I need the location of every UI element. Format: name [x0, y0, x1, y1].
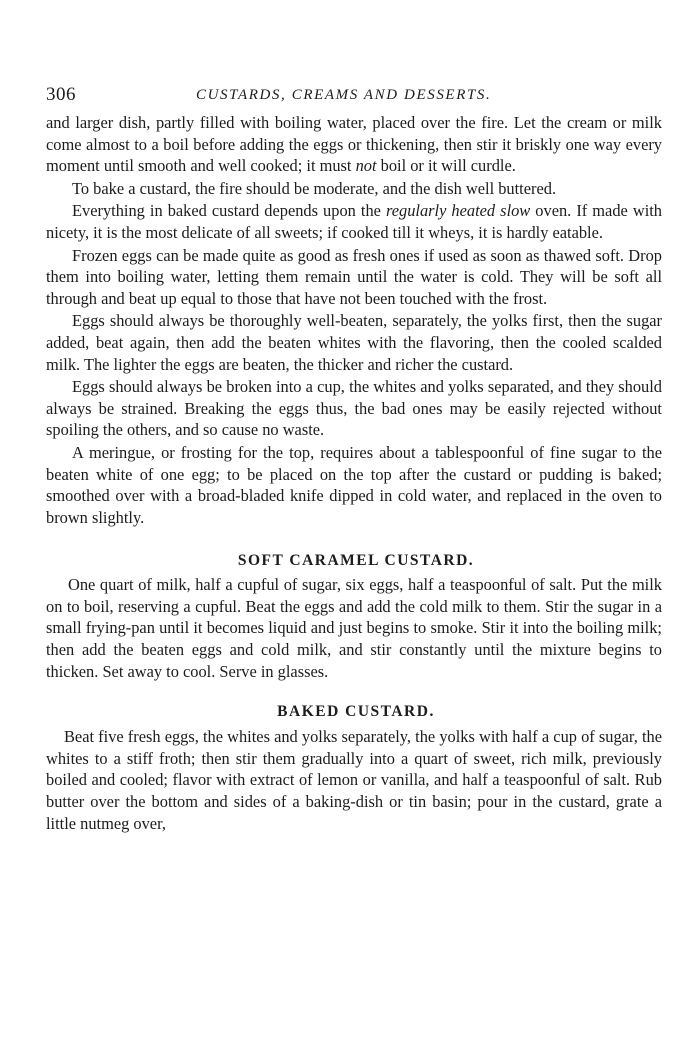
running-head: CUSTARDS, CREAMS AND DESSERTS. [196, 87, 492, 103]
intro-text [46, 112, 662, 528]
intro-paragraph-5: Eggs should always be thoroughly well-beaten, separately, the yolks first, then the sugar added, beat again, then add the beaten whites with the flavoring, then the cooled scalded milk. The lighter the eggs are beaten, the thicker and richer the custard. [46, 311, 662, 374]
recipe-body: One quart of milk, half a cupful of sugar, six eggs, half a teaspoonful of salt. Put the milk on to boil, reserving a cupful. Beat the eggs and add the cold milk to them. Stir the sugar in a small frying-pan until it becomes liquid and just begins to smoke. Stir it into the boiling milk; then add the beaten eggs and cold milk, and stir constantly until the mixture begins to thicken. Set away to cool. Serve in glasses. [46, 575, 662, 681]
recipe-baked-custard [46, 702, 662, 834]
page-number: 306 [46, 84, 76, 105]
intro-paragraph-1 [46, 112, 662, 177]
intro-paragraph-3-emphasis: regularly heated slow [385, 201, 531, 221]
intro-paragraph-1-text-b: boil or it will curdle. [376, 156, 516, 176]
page-header [46, 84, 662, 108]
intro-paragraph-3-text-a: Everything in baked custard depends upon the [72, 201, 386, 221]
intro-paragraph-4: Frozen eggs can be made quite as good as fresh ones if used as soon as thawed soft. Drop them into boiling water, letting them remain until the water is cold. They will be soft all through and beat up equal to those that have not been touched with the frost. [46, 245, 662, 308]
intro-paragraph-6: Eggs should always be broken into a cup, the whites and yolks separated, and they should always be strained. Breaking the eggs thus, the bad ones may be easily rejected without spoiling the others, and so cause no waste. [46, 377, 662, 440]
intro-paragraph-3 [46, 200, 662, 243]
intro-paragraph-1-text-a: and larger dish, partly filled with boiling water, placed over the fire. Let the cream or milk come almost to a boil before adding the eggs or thickening, then stir it briskly one way every moment until smooth and well cooked; it must [46, 113, 662, 176]
intro-paragraph-3-text-b: oven. If made with nicety, it is the most delicate of all sweets; if cooked till it wheys, it is hardly eatable. [46, 201, 662, 242]
book-page [46, 84, 662, 834]
recipe-soft-caramel-custard [46, 551, 662, 682]
recipe-title: BAKED CUSTARD. [277, 703, 435, 721]
intro-paragraph-2: To bake a custard, the fire should be moderate, and the dish well buttered. [72, 178, 557, 198]
recipe-title: SOFT CARAMEL CUSTARD. [237, 552, 475, 570]
intro-paragraph-1-emphasis: not [355, 156, 377, 176]
recipe-body: Beat five fresh eggs, the whites and yolks separately, the yolks with half a cup of sugar, the whites to a stiff froth; then stir them gradually into a quart of sweet, rich milk, previously boiled and cooled; flavor with extract of lemon or vanilla, and half a teaspoonful of salt. Rub butter over the bottom and sides of a baking-dish or tin basin; pour in the custard, grate a little nutmeg over, [46, 727, 662, 833]
intro-paragraph-7: A meringue, or frosting for the top, requires about a tablespoonful of fine sugar to the beaten white of one egg; to be placed on the top after the custard or pudding is baked; smoothed over with a broad-bladed knife dipped in cold water, and replaced in the oven to brown slightly. [46, 442, 662, 527]
